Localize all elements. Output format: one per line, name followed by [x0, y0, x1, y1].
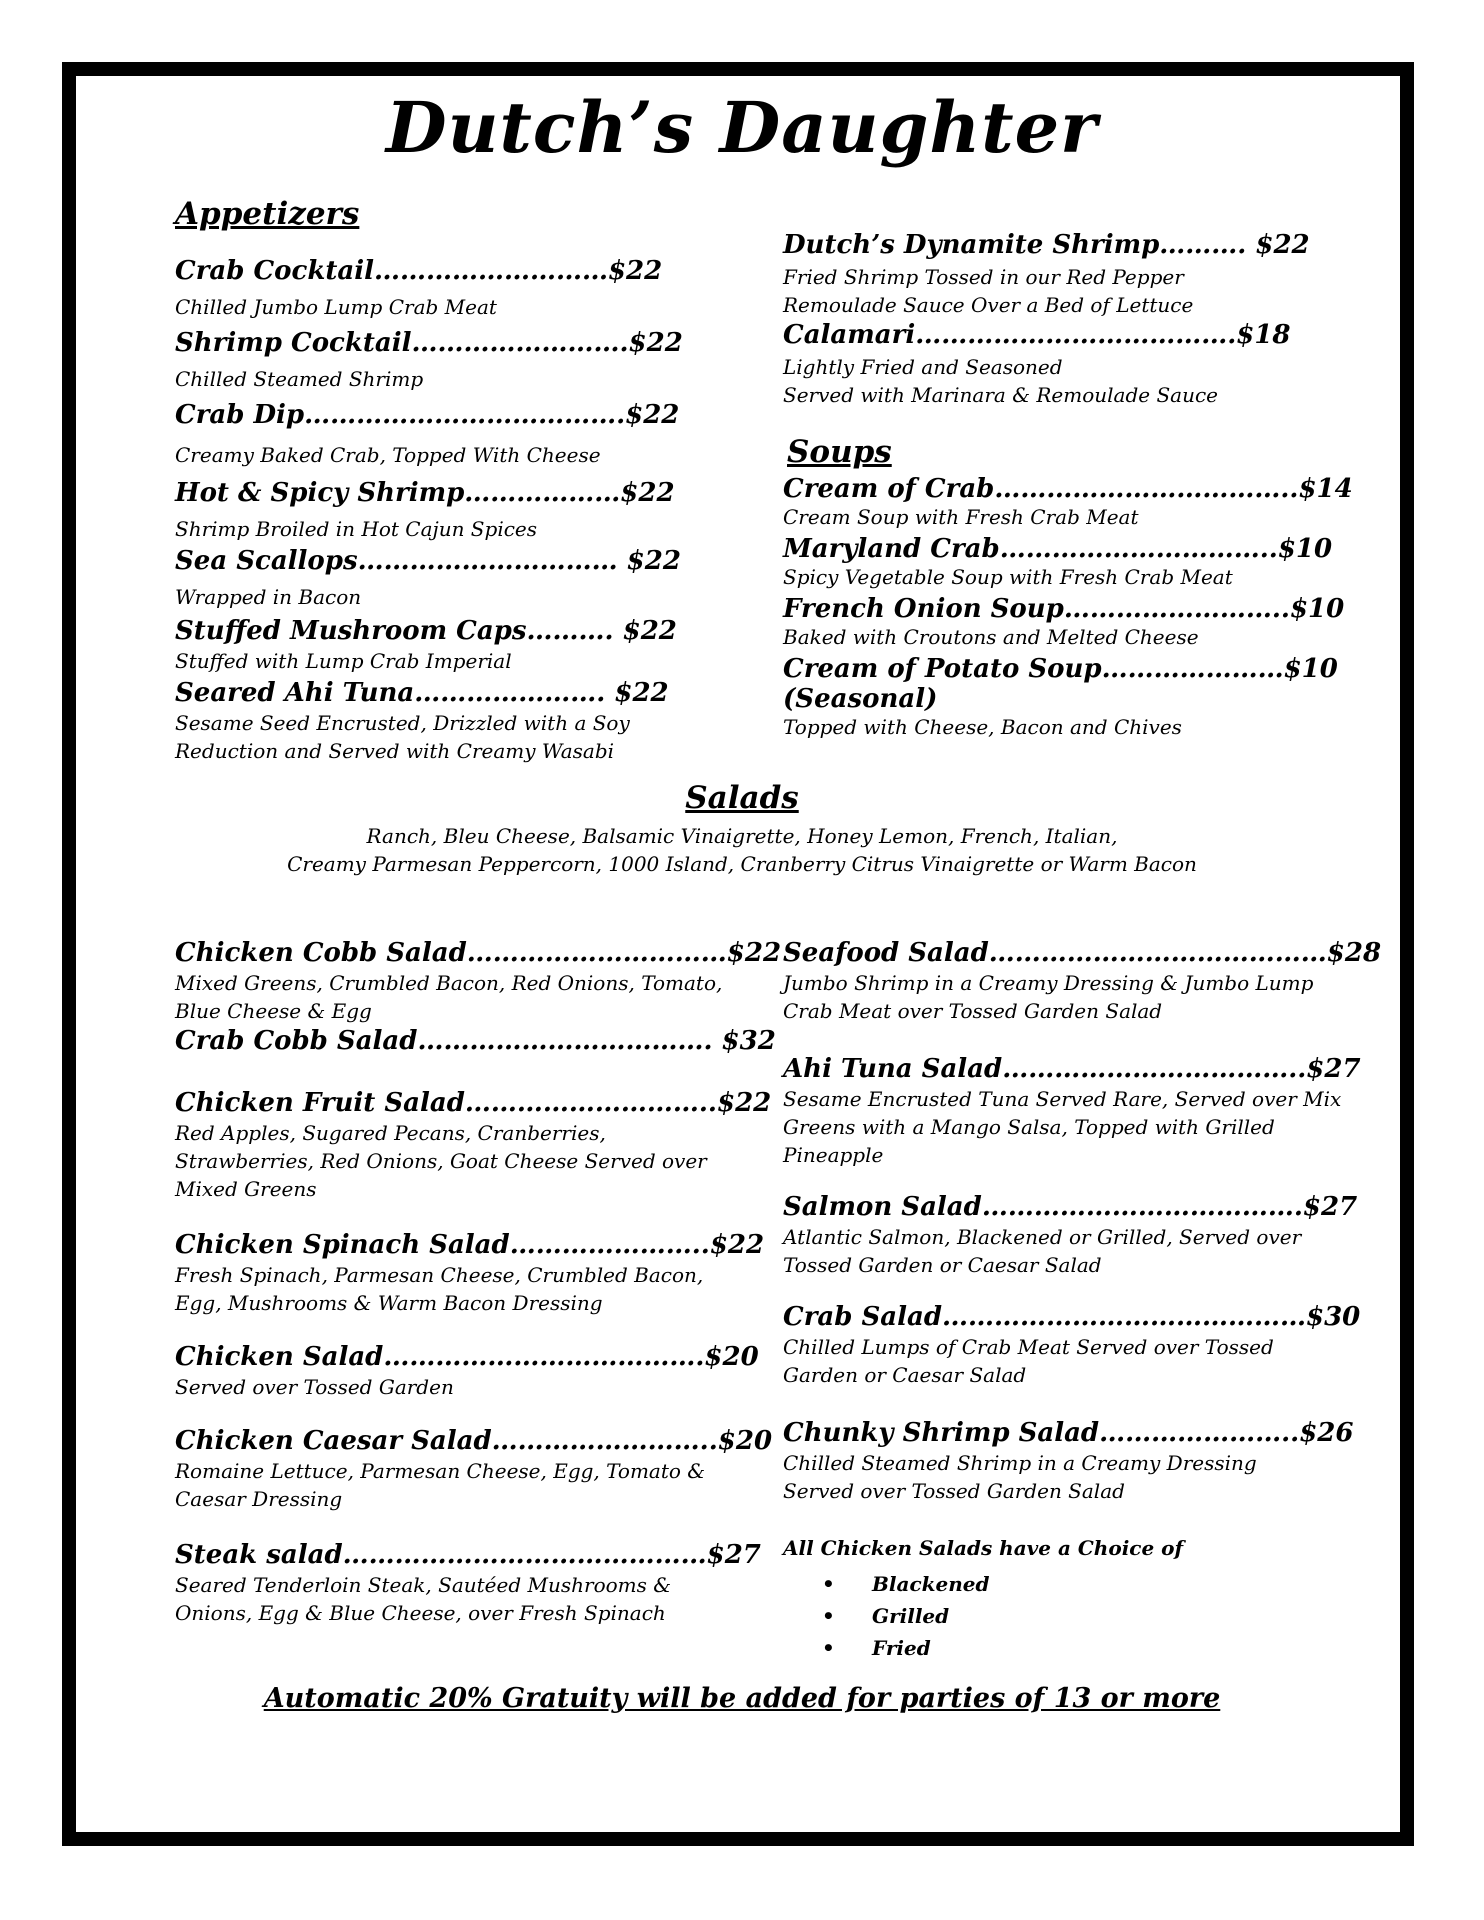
- menu-item-name: Hot & Spicy Shrimp………………$22: [175, 478, 675, 508]
- menu-item-desc: Garden or Caesar Salad: [783, 1363, 1027, 1387]
- menu-item-desc: Egg, Mushrooms & Warm Bacon Dressing: [175, 1291, 603, 1315]
- menu-item-name: Sea Scallops………………………… $22: [175, 546, 681, 576]
- menu-item-name: Crab Dip……………………………….$22: [175, 400, 680, 430]
- menu-item-name: Chicken Salad……………………………….$20: [175, 1342, 759, 1372]
- menu-item-name: Crab Cocktail………………………$22: [175, 256, 663, 286]
- choice-item: • Blackened: [822, 1568, 989, 1600]
- menu-item-name: Shrimp Cocktail…………………….$22: [175, 328, 683, 358]
- menu-item-desc: Served with Marinara & Remoulade Sauce: [783, 383, 1218, 407]
- menu-item-desc: Atlantic Salmon, Blackened or Grilled, Served over: [783, 1225, 1302, 1249]
- menu-item-desc: Onions, Egg & Blue Cheese, over Fresh Spinach: [175, 1601, 666, 1625]
- menu-item-name: Chicken Spinach Salad…………………..$22: [175, 1230, 765, 1260]
- choice-item: • Fried: [822, 1632, 989, 1664]
- menu-item-desc: Lightly Fried and Seasoned: [783, 355, 1063, 379]
- menu-item-name-line2: (Seasonal): [783, 684, 938, 714]
- menu-item-desc: Stuffed with Lump Crab Imperial: [175, 649, 512, 673]
- menu-item-desc: Blue Cheese & Egg: [175, 999, 372, 1023]
- chicken-salad-note: All Chicken Salads have a Choice of: [783, 1536, 1184, 1560]
- menu-item-name: Stuffed Mushroom Caps………. $22: [175, 616, 677, 646]
- menu-item-desc: Shrimp Broiled in Hot Cajun Spices: [175, 517, 538, 541]
- menu-item-name: Dutch’s Dynamite Shrimp………. $22: [783, 230, 1310, 260]
- menu-item-desc: Tossed Garden or Caesar Salad: [783, 1253, 1102, 1277]
- menu-item-desc: Cream Soup with Fresh Crab Meat: [783, 505, 1139, 529]
- menu-item-name: Salmon Salad……………………………….$27: [783, 1192, 1358, 1222]
- menu-item-desc: Topped with Cheese, Bacon and Chives: [783, 715, 1182, 739]
- menu-item-name: Seafood Salad…………………………………$28: [783, 938, 1382, 968]
- menu-item-desc: Served over Tossed Garden Salad: [783, 1479, 1125, 1503]
- menu-item-desc: Romaine Lettuce, Parmesan Cheese, Egg, Tomato &: [175, 1459, 706, 1483]
- menu-item-desc: Chilled Steamed Shrimp: [175, 367, 424, 391]
- menu-item-desc: Red Apples, Sugared Pecans, Cranberries,: [175, 1121, 606, 1145]
- dressing-options: Ranch, Bleu Cheese, Balsamic Vinaigrette, Honey Lemon, French, Italian,: [366, 824, 1118, 848]
- salads-heading: Salads: [685, 780, 799, 816]
- menu-item-name: Ahi Tuna Salad……………………………..$27: [783, 1054, 1361, 1084]
- menu-item-desc: Baked with Croutons and Melted Cheese: [783, 625, 1199, 649]
- menu-item-desc: Seared Tenderloin Steak, Sautéed Mushrooms &: [175, 1573, 672, 1597]
- menu-item-desc: Fried Shrimp Tossed in our Red Pepper: [783, 265, 1184, 289]
- menu-item-desc: Mixed Greens, Crumbled Bacon, Red Onions, Tomato,: [175, 971, 723, 995]
- menu-item-name: Crab Salad……………………………………$30: [783, 1302, 1361, 1332]
- dressing-options: Creamy Parmesan Peppercorn, 1000 Island, Cranberry Citrus Vinaigrette or Warm Bacon: [287, 852, 1197, 876]
- menu-item-desc: Crab Meat over Tossed Garden Salad: [783, 999, 1163, 1023]
- appetizers-heading: Appetizers: [175, 196, 360, 232]
- menu-item-desc: Chilled Jumbo Lump Crab Meat: [175, 295, 497, 319]
- menu-item-name: Chicken Fruit Salad………………………..$22: [175, 1088, 772, 1118]
- gratuity-notice: Automatic 20% Gratuity will be added for parties of 13 or more: [263, 1683, 1221, 1714]
- menu-item-desc: Jumbo Shrimp in a Creamy Dressing & Jumbo Lump: [783, 971, 1314, 995]
- menu-item-desc: Mixed Greens: [175, 1177, 317, 1201]
- menu-item-name: Calamari……………………………….$18: [783, 320, 1291, 350]
- restaurant-title: Dutch’s Daughter: [385, 86, 1099, 169]
- menu-item-desc: Wrapped in Bacon: [175, 585, 362, 609]
- menu-item-desc: Greens with a Mango Salsa, Topped with Grilled: [783, 1115, 1275, 1139]
- menu-item-desc: Chilled Lumps of Crab Meat Served over Tossed: [783, 1335, 1274, 1359]
- menu-item-desc: Served over Tossed Garden: [175, 1375, 454, 1399]
- soups-heading: Soups: [787, 434, 892, 470]
- menu-item-name: Seared Ahi Tuna…………………. $22: [175, 678, 669, 708]
- menu-item-desc: Strawberries, Red Onions, Goat Cheese Served over: [175, 1149, 707, 1173]
- chicken-choices-list: [822, 1568, 989, 1664]
- menu-item-name: Maryland Crab…………………………..$10: [783, 534, 1333, 564]
- menu-item-desc: Chilled Steamed Shrimp in a Creamy Dressing: [783, 1451, 1257, 1475]
- menu-item-desc: Caesar Dressing: [175, 1487, 343, 1511]
- menu-item-desc: Pineapple: [783, 1143, 884, 1167]
- menu-item-name: French Onion Soup……………………..$10: [783, 594, 1345, 624]
- menu-item-desc: Fresh Spinach, Parmesan Cheese, Crumbled Bacon,: [175, 1263, 704, 1287]
- menu-item-name: Chicken Caesar Salad……………………..$20: [175, 1426, 773, 1456]
- menu-item-desc: Remoulade Sauce Over a Bed of Lettuce: [783, 293, 1194, 317]
- menu-item-name: Crab Cobb Salad……………………………. $32: [175, 1026, 776, 1056]
- choice-item: • Grilled: [822, 1600, 989, 1632]
- menu-item-name: Chunky Shrimp Salad…………………..$26: [783, 1418, 1354, 1448]
- menu-item-desc: Spicy Vegetable Soup with Fresh Crab Meat: [783, 565, 1233, 589]
- menu-item-name: Cream of Crab……………………………..$14: [783, 474, 1353, 504]
- menu-item-name: Steak salad……………………………………$27: [175, 1540, 761, 1570]
- menu-item-name: Chicken Cobb Salad…………………………$22: [175, 938, 782, 968]
- menu-item-desc: Reduction and Served with Creamy Wasabi: [175, 739, 615, 763]
- menu-item-desc: Creamy Baked Crab, Topped With Cheese: [175, 443, 601, 467]
- menu-item-name: Cream of Potato Soup…………………$10: [783, 654, 1338, 684]
- menu-item-desc: Sesame Encrusted Tuna Served Rare, Served over Mix: [783, 1087, 1342, 1111]
- menu-item-desc: Sesame Seed Encrusted, Drizzled with a Soy: [175, 711, 630, 735]
